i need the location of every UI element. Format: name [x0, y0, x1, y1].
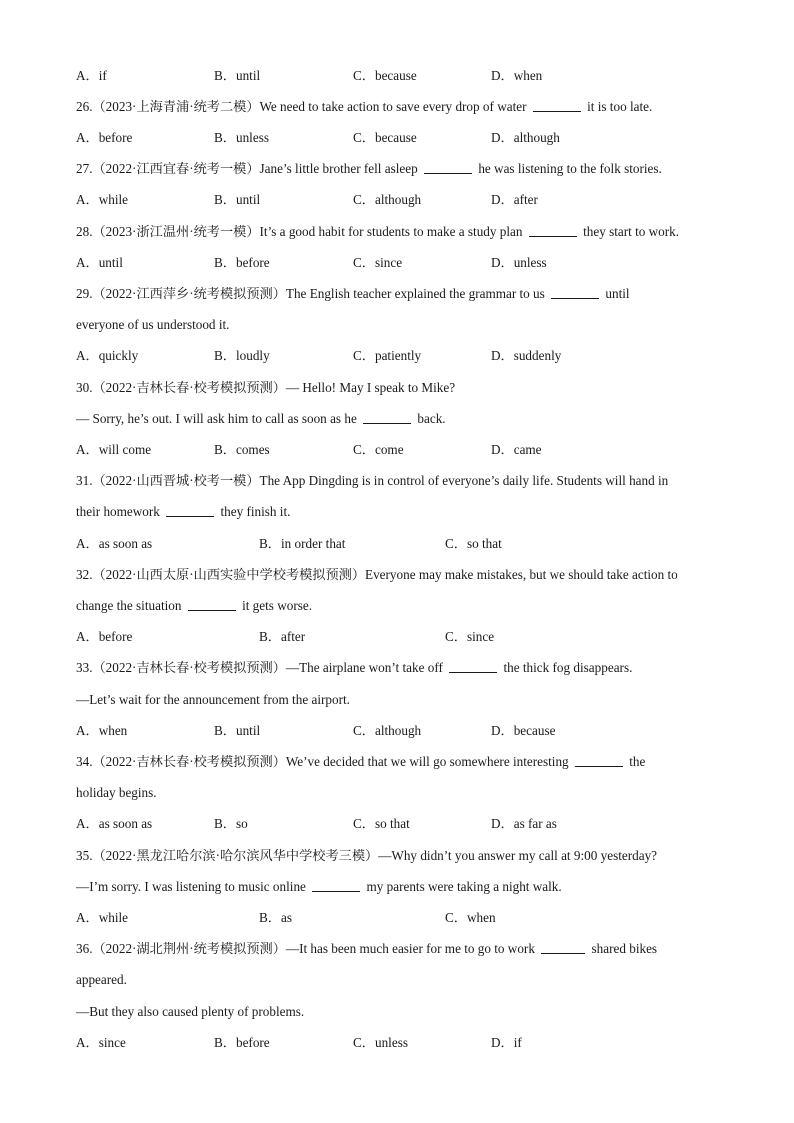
question-text: my parents were taking a night walk. [363, 879, 562, 894]
option-b[interactable]: B．before [214, 1035, 270, 1050]
answer-options-27 [76, 191, 724, 209]
option-c[interactable]: C．come [353, 442, 404, 457]
question-text: —I’m sorry. I was listening to music online [76, 879, 310, 894]
question-34 [76, 753, 724, 771]
option-c[interactable]: C．so that [445, 536, 502, 551]
question-34-continued: holiday begins. [76, 785, 157, 800]
answer-blank[interactable] [363, 411, 411, 424]
answer-blank[interactable] [551, 286, 599, 299]
option-b[interactable]: B．comes [214, 442, 270, 457]
question-text: it is too late. [583, 99, 653, 114]
answer-blank[interactable] [449, 660, 497, 673]
option-c[interactable]: C．although [353, 192, 422, 207]
answer-options-30 [76, 441, 724, 459]
question-27 [76, 160, 724, 178]
option-d[interactable]: D．suddenly [491, 348, 562, 363]
option-b[interactable]: B．unless [214, 130, 269, 145]
question-text: back. [414, 411, 446, 426]
question-29 [76, 285, 724, 303]
question-text: 36.（2022·湖北荆州·统考模拟预测）—It has been much easier for me to go to work [76, 941, 539, 956]
answer-options-36 [76, 1034, 724, 1052]
question-29-continued: everyone of us understood it. [76, 317, 230, 332]
option-a[interactable]: A．as soon as [76, 816, 153, 831]
option-b[interactable]: B．until [214, 68, 261, 83]
answer-options-32 [76, 628, 724, 646]
answer-blank[interactable] [424, 161, 472, 174]
question-33 [76, 659, 724, 677]
question-text: 28.（2023·浙江温州·统考一模）It’s a good habit for students to make a study plan [76, 224, 526, 239]
option-c[interactable]: C．since [445, 629, 495, 644]
option-c[interactable]: C．since [353, 255, 403, 270]
option-d[interactable]: D．came [491, 442, 542, 457]
answer-blank[interactable] [575, 754, 623, 767]
question-35-reply [76, 878, 724, 896]
question-31: 31.（2022·山西晋城·校考一模）The App Dingding is in control of everyone’s daily life. Students will hand in [76, 473, 669, 488]
answer-blank[interactable] [166, 504, 214, 517]
option-c[interactable]: C．so that [353, 816, 410, 831]
question-text: it gets worse. [238, 598, 313, 613]
option-b[interactable]: B．after [259, 629, 306, 644]
option-a[interactable]: A．while [76, 192, 129, 207]
question-30: 30.（2022·吉林长春·校考模拟预测）— Hello! May I speak to Mike? [76, 380, 456, 395]
option-b[interactable]: B．until [214, 723, 261, 738]
option-a[interactable]: A．if [76, 68, 107, 83]
question-31-continued [76, 503, 724, 521]
question-28 [76, 223, 724, 241]
question-30-reply [76, 410, 724, 428]
question-text: 26.（2023·上海青浦·统考二模）We need to take action to save every drop of water [76, 99, 530, 114]
option-c[interactable]: C．patiently [353, 348, 422, 363]
answer-options-29 [76, 347, 724, 365]
question-32-continued [76, 597, 724, 615]
option-a[interactable]: A．since [76, 1035, 126, 1050]
answer-blank[interactable] [533, 99, 581, 112]
option-b[interactable]: B．loudly [214, 348, 270, 363]
option-a[interactable]: A．before [76, 130, 133, 145]
option-a[interactable]: A．before [76, 629, 133, 644]
question-text: they start to work. [579, 224, 680, 239]
question-text: until [602, 286, 630, 301]
question-text: 29.（2022·江西萍乡·统考模拟预测）The English teacher explained the grammar to us [76, 286, 549, 301]
option-b[interactable]: B．before [214, 255, 270, 270]
question-text: their homework [76, 504, 164, 519]
option-a[interactable]: A．as soon as [76, 536, 153, 551]
answer-options-34 [76, 815, 724, 833]
question-text: the [625, 754, 646, 769]
option-a[interactable]: A．until [76, 255, 123, 270]
answer-options-25 [76, 67, 724, 85]
answer-options-31 [76, 535, 724, 553]
question-32: 32.（2022·山西太原·山西实验中学校考模拟预测）Everyone may make mistakes, but we should take action to [76, 567, 678, 582]
option-c[interactable]: C．although [353, 723, 422, 738]
option-d[interactable]: D．although [491, 130, 560, 145]
answer-blank[interactable] [541, 941, 585, 954]
option-d[interactable]: D．as far as [491, 816, 557, 831]
option-d[interactable]: D．when [491, 68, 543, 83]
question-36 [76, 940, 724, 958]
answer-blank[interactable] [529, 224, 577, 237]
option-b[interactable]: B．so [214, 816, 248, 831]
option-c[interactable]: C．because [353, 130, 417, 145]
answer-blank[interactable] [312, 879, 360, 892]
question-36-continued: appeared. [76, 972, 127, 987]
question-33-reply: —Let’s wait for the announcement from the airport. [76, 692, 350, 707]
question-text: change the situation [76, 598, 185, 613]
question-text: they finish it. [217, 504, 291, 519]
option-d[interactable]: D．after [491, 192, 538, 207]
question-text: — Sorry, he’s out. I will ask him to call as soon as he [76, 411, 361, 426]
question-text: 34.（2022·吉林长春·校考模拟预测）We’ve decided that we will go somewhere interesting [76, 754, 572, 769]
question-text: 33.（2022·吉林长春·校考模拟预测）—The airplane won’t take off [76, 660, 447, 675]
option-a[interactable]: A．when [76, 723, 128, 738]
answer-options-28 [76, 254, 724, 272]
question-36-reply: —But they also caused plenty of problems. [76, 1004, 305, 1019]
answer-options-33 [76, 722, 724, 740]
option-b[interactable]: B．in order that [259, 536, 346, 551]
question-text: 27.（2022·江西宜春·统考一模）Jane’s little brother fell asleep [76, 161, 422, 176]
option-c[interactable]: C．because [353, 68, 417, 83]
option-d[interactable]: D．if [491, 1035, 522, 1050]
question-35: 35.（2022·黑龙江哈尔滨·哈尔滨风华中学校考三模）—Why didn’t you answer my call at 9:00 yesterday? [76, 848, 658, 863]
question-text: the thick fog disappears. [500, 660, 633, 675]
question-text: he was listening to the folk stories. [475, 161, 662, 176]
option-c[interactable]: C．unless [353, 1035, 408, 1050]
option-b[interactable]: B．until [214, 192, 261, 207]
question-26 [76, 98, 724, 116]
option-a[interactable]: A．quickly [76, 348, 139, 363]
option-a[interactable]: A．while [76, 910, 129, 925]
answer-blank[interactable] [188, 598, 236, 611]
option-a[interactable]: A．will come [76, 442, 152, 457]
answer-options-26 [76, 129, 724, 147]
option-c[interactable]: C．when [445, 910, 496, 925]
question-text: shared bikes [588, 941, 658, 956]
option-b[interactable]: B．as [259, 910, 292, 925]
option-d[interactable]: D．unless [491, 255, 547, 270]
option-d[interactable]: D．because [491, 723, 556, 738]
answer-options-35 [76, 909, 724, 927]
